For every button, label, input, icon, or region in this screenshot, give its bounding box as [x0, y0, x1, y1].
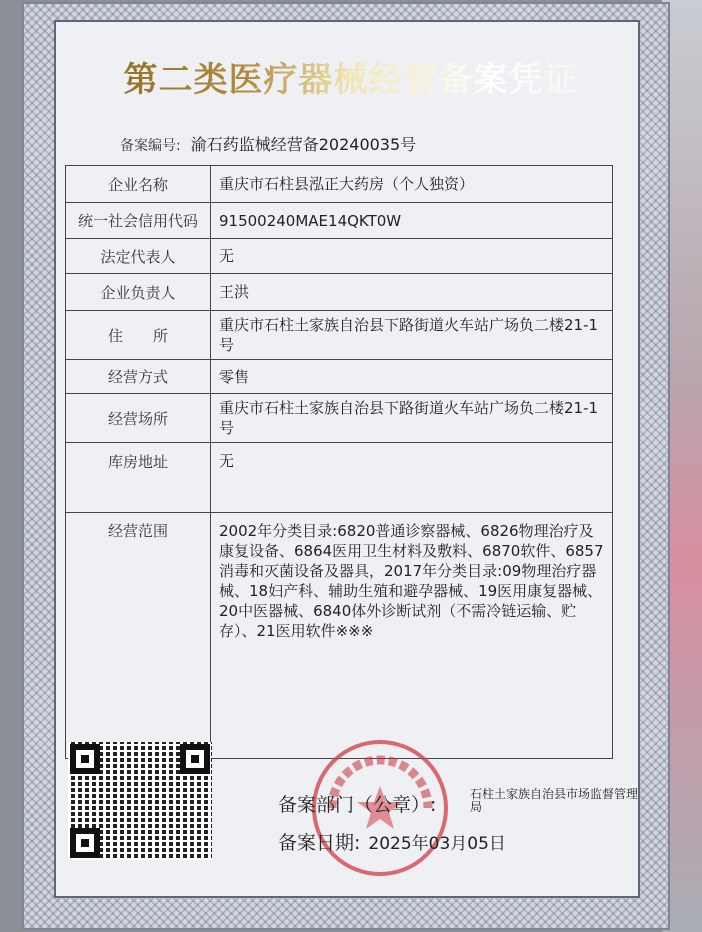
certificate-title: 第二类医疗器械经营备案凭证 [0, 52, 702, 101]
info-table [65, 165, 613, 759]
table-row [66, 360, 613, 394]
row-label: 企业负责人 [66, 274, 211, 311]
scope-label: 经营范围 [66, 513, 211, 759]
record-number-label: 备案编号: [120, 138, 181, 154]
table-row [66, 166, 613, 203]
row-value: 王洪 [211, 274, 613, 311]
table-row [66, 239, 613, 274]
row-value: 重庆市石柱县泓正大药房（个人独资） [211, 166, 613, 203]
record-date [278, 828, 506, 855]
row-label: 企业名称 [66, 166, 211, 203]
record-number-value: 渝石药监械经营备20240035号 [190, 135, 417, 154]
scope-value: 2002年分类目录:6820普通诊察器械、6826物理治疗及康复设备、6864医用卫生材料及敷料、6870软件、6857消毒和灭菌设备及器具，2017年分类目录:09物理治疗器械、18妇产科、辅助生殖和避孕器械、19医用康复器械、20中医器械、6840体外诊断试剂（不需冷链运输、贮存）、21医用软件※※※ [211, 513, 613, 759]
row-value: 重庆市石柱土家族自治县下路街道火车站广场负二楼21-1号 [211, 394, 613, 443]
table-row [66, 394, 613, 443]
scope-row [66, 513, 613, 759]
date-label: 备案日期: [278, 832, 361, 854]
row-value: 91500240MAE14QKT0W [211, 203, 613, 239]
row-value: 重庆市石柱土家族自治县下路街道火车站广场负二楼21-1号 [211, 311, 613, 360]
table-row [66, 311, 613, 360]
row-label: 统一社会信用代码 [66, 203, 211, 239]
table-row [66, 203, 613, 239]
date-value: 2025年03月05日 [368, 834, 506, 854]
row-label: 经营方式 [66, 360, 211, 394]
table-row [66, 443, 613, 513]
record-number [120, 132, 416, 155]
row-value: 零售 [211, 360, 613, 394]
department-label: 备案部门（公章）: [278, 794, 437, 816]
row-label: 经营场所 [66, 394, 211, 443]
row-label: 住 所 [66, 311, 211, 360]
department-value: 石柱土家族自治县市场监督管理局 [470, 787, 639, 814]
qr-code [68, 742, 212, 860]
row-value: 无 [211, 239, 613, 274]
row-label: 法定代表人 [66, 239, 211, 274]
table-row [66, 274, 613, 311]
row-value: 无 [211, 443, 613, 513]
row-label: 库房地址 [66, 443, 211, 513]
